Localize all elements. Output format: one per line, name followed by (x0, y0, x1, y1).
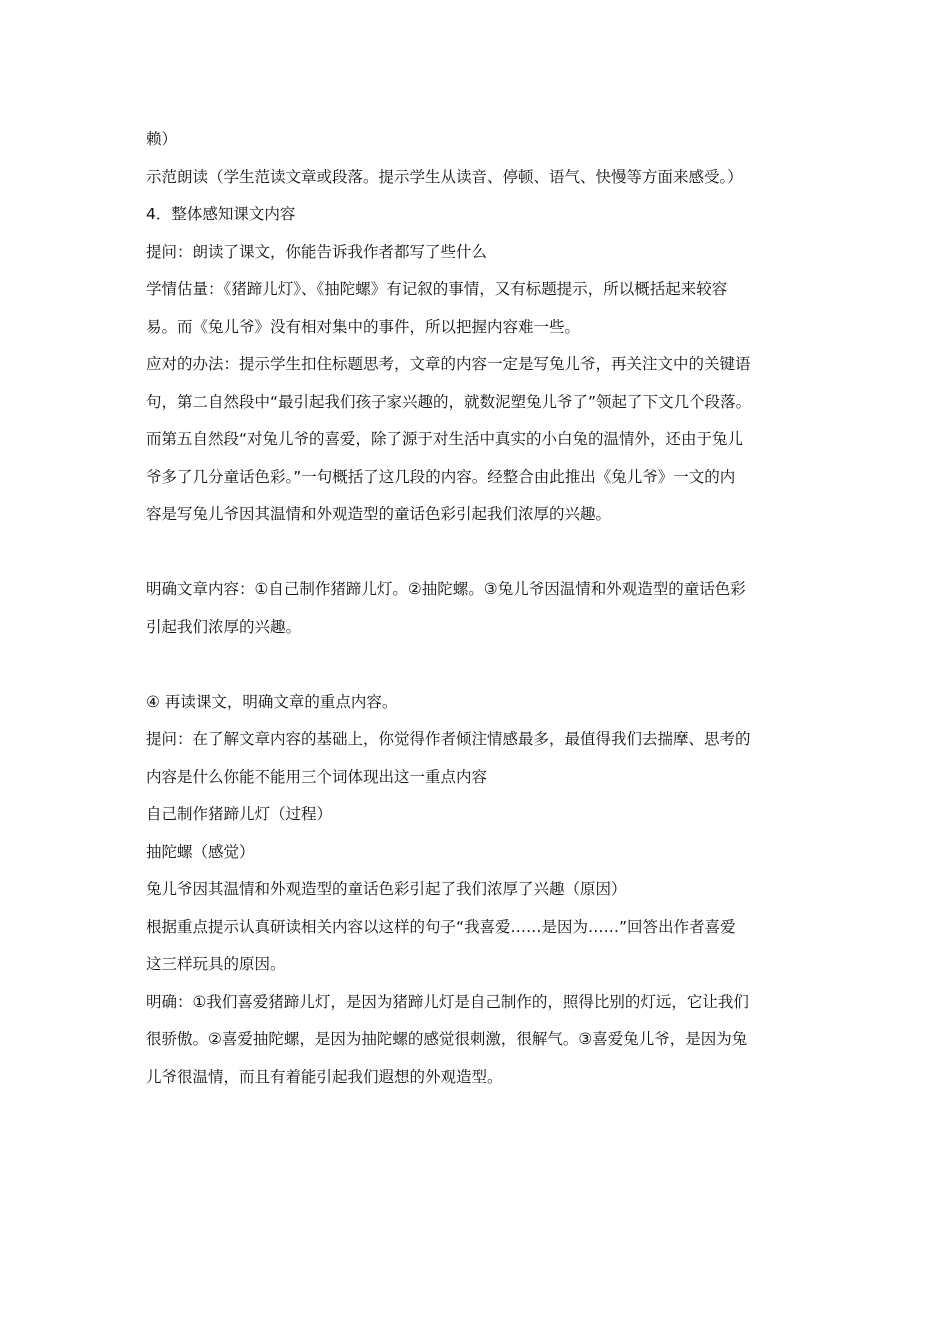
text-line: 应对的办法：提示学生扣住标题思考，文章的内容一定是写兔儿爷，再关注文中的关键语 (146, 355, 751, 373)
text-line: 明确文章内容：①自己制作猪蹄儿灯。②抽陀螺。③兔儿爷因温情和外观造型的童话色彩 (146, 580, 746, 598)
document-body (146, 121, 810, 1096)
text-line: 句，第二自然段中“最引起我们孩子家兴趣的，就数泥塑兔儿爷了”领起了下文几个段落。 (146, 392, 752, 411)
text-line: 引起我们浓厚的兴趣。 (146, 617, 302, 636)
text-line: 爷多了几分童话色彩。”一句概括了这几段的内容。经整合由此推出《兔儿爷》一文的内 (146, 467, 736, 486)
text-line: 儿爷很温情，而且有着能引起我们遐想的外观造型。 (146, 1067, 503, 1086)
text-line: 提问：朗读了课文，你能告诉我作者都写了些什么 (146, 242, 488, 261)
text-line: 这三样玩具的原因。 (146, 955, 286, 973)
text-line: 抽陀螺（感觉） (146, 842, 255, 861)
section-heading: 4．整体感知课文内容 (146, 205, 296, 223)
text-line: 内容是什么你能不能用三个词体现出这一重点内容 (146, 767, 488, 786)
blank-line (146, 534, 810, 572)
text-line: 兔儿爷因其温情和外观造型的童话色彩引起了我们浓厚了兴趣（原因） (146, 880, 627, 898)
text-line: 提问：在了解文章内容的基础上，你觉得作者倾注情感最多，最值得我们去揣摩、思考的 (146, 730, 751, 748)
section-heading: ④ 再读课文，明确文章的重点内容。 (146, 692, 398, 711)
text-line: 学情估量：《猪蹄儿灯》、《抽陀螺》有记叙的事情，又有标题提示，所以概括起来较容 (146, 280, 728, 298)
text-line: 自己制作猪蹄儿灯（过程） (146, 805, 333, 823)
text-line: 容是写兔儿爷因其温情和外观造型的童话色彩引起我们浓厚的兴趣。 (146, 505, 612, 523)
blank-line (146, 646, 810, 684)
text-line: 赖） (146, 130, 178, 148)
text-line: 明确：①我们喜爱猪蹄儿灯，是因为猪蹄儿灯是自己制作的，照得比别的灯远，它让我们 (146, 992, 749, 1011)
text-line: 示范朗读（学生范读文章或段落。提示学生从读音、停顿、语气、快慢等方面来感受。） (146, 167, 743, 186)
text-line: 很骄傲。②喜爱抽陀螺，是因为抽陀螺的感觉很刺激，很解气。③喜爱兔儿爷，是因为兔 (146, 1030, 748, 1048)
text-line: 而第五自然段“对兔儿爷的喜爱，除了源于对生活中真实的小白兔的温情外，还由于兔儿 (146, 430, 744, 448)
text-line: 易。而《兔儿爷》没有相对集中的事件，所以把握内容难一些。 (146, 317, 581, 336)
text-line: 根据重点提示认真研读相关内容以这样的句子“我喜爱……是因为……”回答出作者喜爱 (146, 917, 736, 936)
